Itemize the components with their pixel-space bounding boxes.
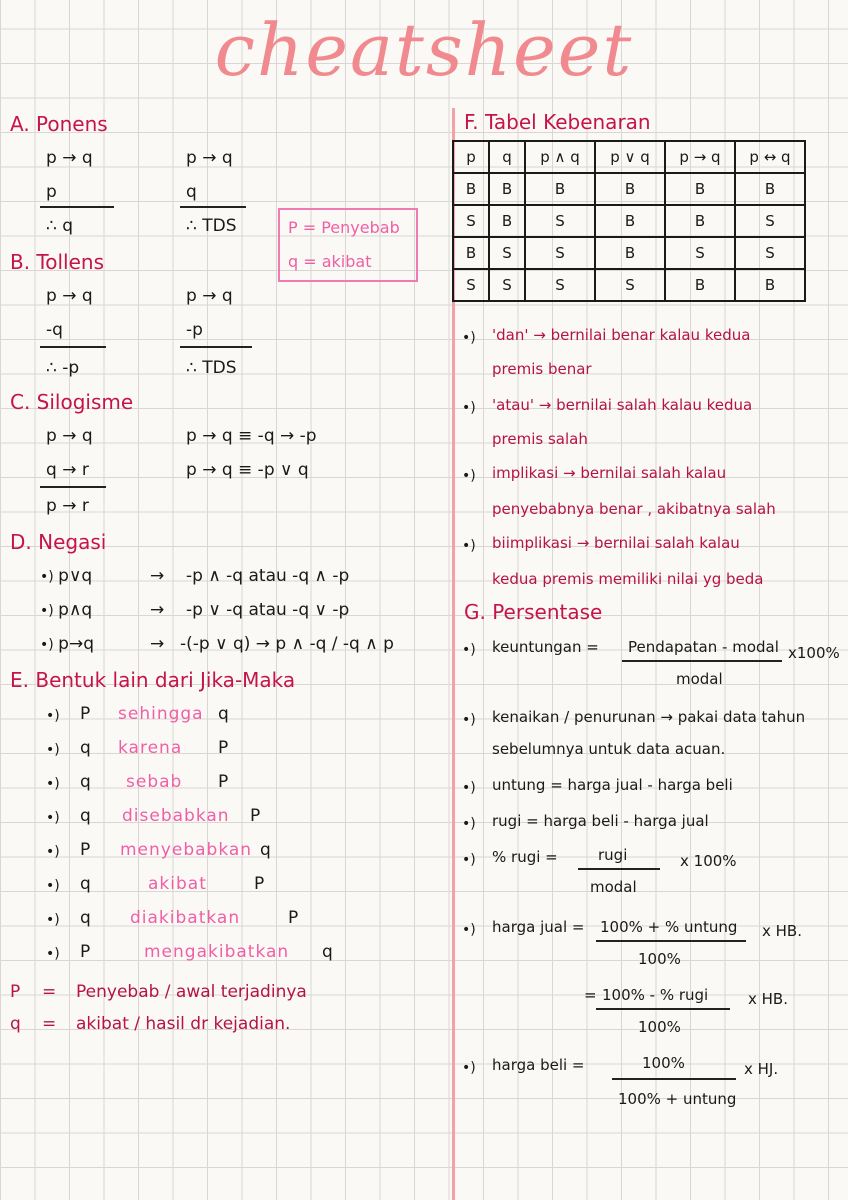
truth-cell: B — [453, 237, 489, 269]
bullet-icon: •) — [462, 400, 476, 416]
harga-jual-2-multiplier: x HB. — [748, 990, 788, 1008]
bentuk-subject: P — [80, 704, 91, 724]
truth-header-cell: p ∨ q — [595, 141, 665, 173]
truth-table-header — [453, 141, 805, 173]
truth-cell: S — [453, 269, 489, 301]
negasi-row — [40, 634, 94, 654]
note-line: penyebabnya benar , akibatnya salah — [492, 500, 776, 518]
bentuk-subject: P — [80, 942, 91, 962]
ponens-premise-1: p → q — [46, 148, 93, 168]
harga-beli-multiplier: x HJ. — [744, 1060, 779, 1078]
bentuk-subject: P — [80, 840, 91, 860]
bentuk-object: q — [322, 942, 333, 962]
bentuk-connective: disebabkan — [122, 806, 230, 826]
tollens-b-premise-2: -p — [186, 320, 203, 340]
bentuk-connective: karena — [118, 738, 183, 758]
truth-table-row — [453, 237, 805, 269]
tollens-rule — [40, 346, 106, 348]
legend-key: P — [10, 982, 21, 1002]
bullet-icon: •) — [46, 844, 60, 860]
kenaikan-line-1: kenaikan / penurunan → pakai data tahun — [492, 708, 806, 726]
silogisme-rule — [40, 486, 106, 488]
truth-cell: S — [489, 237, 525, 269]
bullet-icon: •) — [40, 603, 59, 619]
legend-box-line-2: q = akibat — [288, 252, 372, 271]
negasi-right: -p ∨ -q atau -q ∨ -p — [186, 600, 350, 620]
truth-table-row — [453, 269, 805, 301]
kenaikan-line-2: sebelumnya untuk data acuan. — [492, 740, 726, 758]
bullet-icon: •) — [462, 468, 476, 484]
ponens-b-premise-1: p → q — [186, 148, 233, 168]
rugi-formula: rugi = harga beli - harga jual — [492, 812, 709, 830]
silogisme-premise-2: q → r — [46, 460, 89, 480]
bentuk-object: q — [218, 704, 229, 724]
note-line: 'atau' → bernilai salah kalau kedua — [492, 396, 753, 414]
truth-cell: B — [525, 173, 595, 205]
ponens-rule — [40, 206, 114, 208]
bentuk-object: P — [250, 806, 261, 826]
bullet-icon: •) — [46, 912, 60, 928]
truth-cell: B — [453, 173, 489, 205]
bentuk-connective: sehingga — [118, 704, 204, 724]
bentuk-subject: q — [80, 772, 91, 792]
truth-cell: S — [735, 237, 805, 269]
tollens-premise-1: p → q — [46, 286, 93, 306]
silogisme-equivalence-1: p → q ≡ -q → -p — [186, 426, 317, 446]
negasi-arrow-icon: → — [150, 600, 165, 620]
bentuk-connective: sebab — [126, 772, 183, 792]
heading-bentuk-lain: E. Bentuk lain dari Jika-Maka — [10, 668, 296, 692]
truth-cell: S — [489, 269, 525, 301]
truth-header-cell: p ∧ q — [525, 141, 595, 173]
bentuk-object: P — [218, 772, 229, 792]
keuntungan-multiplier: x100% — [788, 644, 840, 662]
negasi-left: p∧q — [58, 600, 93, 620]
tollens-b-conclusion: ∴ TDS — [186, 358, 237, 378]
heading-tabel-kebenaran: F. Tabel Kebenaran — [464, 110, 651, 134]
truth-cell: B — [735, 269, 805, 301]
harga-jual-multiplier: x HB. — [762, 922, 802, 940]
heading-ponens: A. Ponens — [10, 112, 108, 136]
harga-jual-2-denominator: 100% — [638, 1018, 681, 1036]
bullet-icon: •) — [462, 922, 476, 938]
bentuk-connective: mengakibatkan — [144, 942, 290, 962]
truth-cell: S — [735, 205, 805, 237]
ponens-b-conclusion: ∴ TDS — [186, 216, 237, 236]
fraction-bar — [596, 940, 746, 942]
negasi-arrow-icon: → — [150, 634, 165, 654]
fraction-bar — [596, 1008, 730, 1010]
fraction-bar — [612, 1078, 736, 1080]
note-line: premis salah — [492, 430, 588, 448]
bullet-icon: •) — [46, 946, 60, 962]
truth-cell: S — [595, 269, 665, 301]
bentuk-connective: akibat — [148, 874, 207, 894]
truth-cell: B — [665, 205, 735, 237]
bullet-icon: •) — [462, 852, 476, 868]
bentuk-connective: menyebabkan — [120, 840, 253, 860]
untung-formula: untung = harga jual - harga beli — [492, 776, 733, 794]
negasi-left: p→q — [58, 634, 94, 654]
truth-cell: B — [665, 269, 735, 301]
negasi-row — [40, 566, 92, 586]
legend-key: q — [10, 1014, 21, 1034]
page-title: cheatsheet — [214, 8, 634, 92]
tollens-premise-2: -q — [46, 320, 63, 340]
fraction-bar — [578, 868, 660, 870]
truth-cell: S — [525, 205, 595, 237]
negasi-right: -p ∧ -q atau -q ∧ -p — [186, 566, 350, 586]
truth-cell: S — [453, 205, 489, 237]
ponens-conclusion: ∴ q — [46, 216, 74, 236]
persen-rugi-multiplier: x 100% — [680, 852, 737, 870]
bentuk-subject: q — [80, 738, 91, 758]
truth-header-cell: q — [489, 141, 525, 173]
persen-rugi-denominator: modal — [590, 878, 637, 896]
truth-cell: B — [665, 173, 735, 205]
bullet-icon: •) — [462, 642, 476, 658]
bentuk-object: P — [254, 874, 265, 894]
heading-persentase: G. Persentase — [464, 600, 603, 624]
truth-cell: B — [595, 237, 665, 269]
negasi-arrow-icon: → — [150, 566, 165, 586]
bullet-icon: •) — [462, 780, 476, 796]
truth-cell: S — [525, 269, 595, 301]
heading-tollens: B. Tollens — [10, 250, 105, 274]
fraction-bar — [622, 660, 782, 662]
legend-box — [278, 208, 418, 282]
heading-negasi: D. Negasi — [10, 530, 107, 554]
note-line: biimplikasi → bernilai salah kalau — [492, 534, 740, 552]
note-line: premis benar — [492, 360, 592, 378]
persen-rugi-numerator: rugi — [598, 846, 628, 864]
ponens-b-rule — [180, 206, 246, 208]
truth-cell: B — [735, 173, 805, 205]
bullet-icon: •) — [46, 878, 60, 894]
bullet-icon: •) — [46, 810, 60, 826]
truth-header-cell: p — [453, 141, 489, 173]
silogisme-premise-1: p → q — [46, 426, 93, 446]
truth-cell: S — [525, 237, 595, 269]
bullet-icon: •) — [40, 569, 59, 585]
negasi-row — [40, 600, 92, 620]
truth-cell: S — [665, 237, 735, 269]
truth-table-row — [453, 173, 805, 205]
harga-jual-label: harga jual = — [492, 918, 585, 936]
bullet-icon: •) — [462, 816, 476, 832]
tollens-conclusion: ∴ -p — [46, 358, 80, 378]
truth-header-cell: p ↔ q — [735, 141, 805, 173]
truth-cell: B — [489, 205, 525, 237]
bentuk-subject: q — [80, 874, 91, 894]
tollens-b-premise-1: p → q — [186, 286, 233, 306]
silogisme-conclusion: p → r — [46, 496, 89, 516]
truth-table — [452, 140, 806, 302]
bullet-icon: •) — [462, 712, 476, 728]
harga-beli-label: harga beli = — [492, 1056, 585, 1074]
bullet-icon: •) — [40, 637, 59, 653]
harga-jual-eq: = — [584, 986, 597, 1004]
bullet-icon: •) — [462, 330, 476, 346]
persen-rugi-label: % rugi = — [492, 848, 558, 866]
bentuk-subject: q — [80, 806, 91, 826]
harga-beli-numerator: 100% — [642, 1054, 685, 1072]
truth-header-cell: p → q — [665, 141, 735, 173]
tollens-b-rule — [180, 346, 252, 348]
keuntungan-numerator: Pendapatan - modal — [628, 638, 779, 656]
heading-silogisme: C. Silogisme — [10, 390, 134, 414]
legend-eq: = — [42, 1014, 57, 1034]
harga-beli-denominator: 100% + untung — [618, 1090, 737, 1108]
bentuk-subject: q — [80, 908, 91, 928]
bentuk-object: P — [288, 908, 299, 928]
legend-value: Penyebab / awal terjadinya — [76, 982, 307, 1002]
harga-jual-numerator: 100% + % untung — [600, 918, 738, 936]
legend-eq: = — [42, 982, 57, 1002]
bentuk-object: P — [218, 738, 229, 758]
harga-jual-denominator: 100% — [638, 950, 681, 968]
note-line: kedua premis memiliki nilai yg beda — [492, 570, 764, 588]
silogisme-equivalence-2: p → q ≡ -p ∨ q — [186, 460, 309, 480]
negasi-right: -(-p ∨ q) → p ∧ -q / -q ∧ p — [180, 634, 394, 654]
note-line: 'dan' → bernilai benar kalau kedua — [492, 326, 751, 344]
truth-cell: B — [595, 173, 665, 205]
truth-cell: B — [595, 205, 665, 237]
ponens-b-premise-2: q — [186, 182, 197, 202]
bentuk-connective: diakibatkan — [130, 908, 241, 928]
negasi-left: p∨q — [58, 566, 93, 586]
legend-box-line-1: P = Penyebab — [288, 218, 400, 237]
keuntungan-denominator: modal — [676, 670, 723, 688]
ponens-premise-2: p — [46, 182, 57, 202]
truth-table-row — [453, 205, 805, 237]
bullet-icon: •) — [46, 776, 60, 792]
bullet-icon: •) — [462, 1060, 476, 1076]
bullet-icon: •) — [46, 742, 60, 758]
note-line: implikasi → bernilai salah kalau — [492, 464, 727, 482]
legend-value: akibat / hasil dr kejadian. — [76, 1014, 291, 1034]
bullet-icon: •) — [46, 708, 60, 724]
truth-cell: B — [489, 173, 525, 205]
keuntungan-label: keuntungan = — [492, 638, 599, 656]
harga-jual-2-numerator: 100% - % rugi — [602, 986, 709, 1004]
bullet-icon: •) — [462, 538, 476, 554]
bentuk-object: q — [260, 840, 271, 860]
